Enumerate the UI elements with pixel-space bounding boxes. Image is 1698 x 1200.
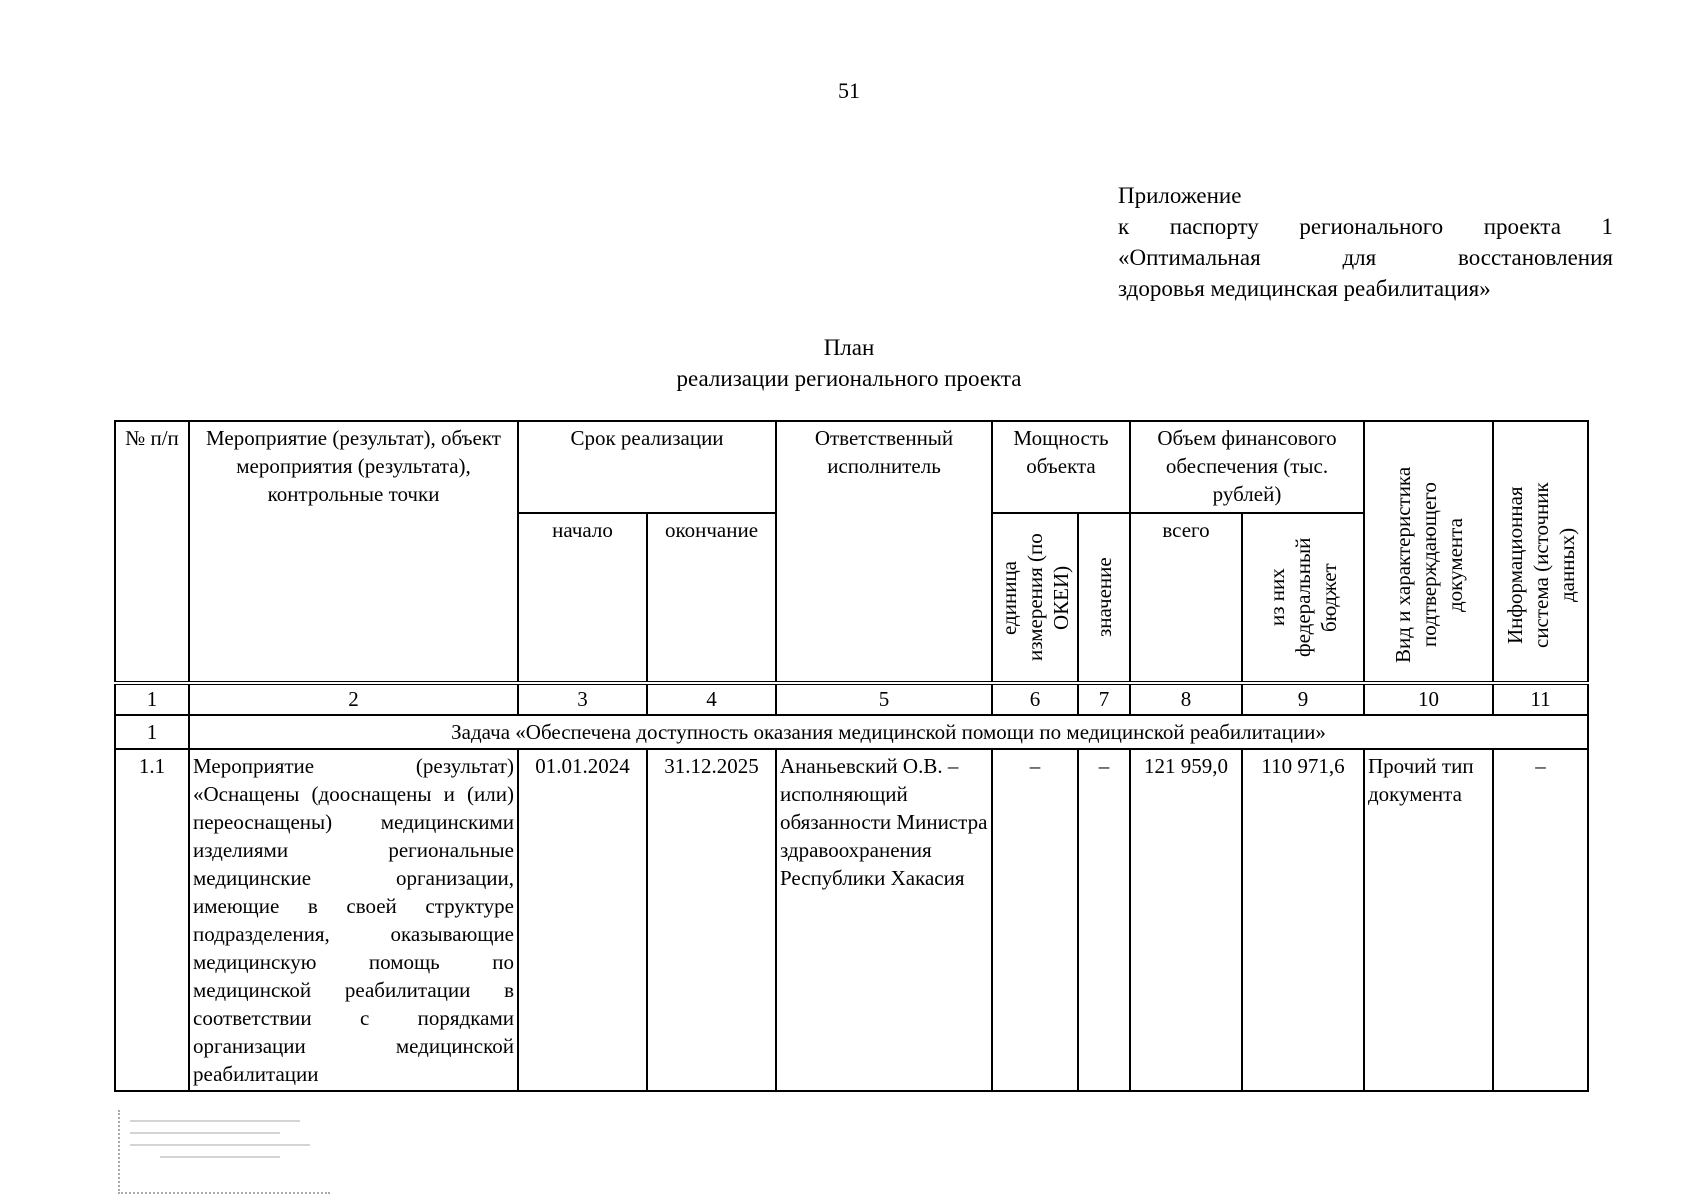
header-document-text: Вид и характеристика подтверждающего документа: [1390, 466, 1467, 664]
table-row: [115, 749, 1588, 1091]
row-info-system: –: [1493, 749, 1588, 1091]
task-text: Задача «Обеспечена доступность оказания медицинской помощи по медицинской реабилитации»: [189, 715, 1588, 749]
row-start-date: 01.01.2024: [518, 749, 647, 1091]
row-document: Прочий тип документа: [1364, 749, 1493, 1091]
header-document: [1364, 421, 1493, 683]
header-info-system: [1493, 421, 1588, 683]
task-num: 1: [115, 715, 189, 749]
header-capacity-value-text: значение: [1092, 557, 1116, 638]
header-term-end: окончание: [647, 513, 776, 683]
row-federal: 110 971,6: [1242, 749, 1364, 1091]
header-capacity: Мощность объекта: [992, 421, 1130, 513]
row-total: 121 959,0: [1130, 749, 1242, 1091]
column-number: 7: [1078, 683, 1130, 715]
header-finance-federal: [1242, 513, 1364, 683]
column-number: 4: [647, 683, 776, 715]
plan-table: [114, 420, 1589, 1092]
header-row-1: [115, 421, 1588, 513]
appendix-line-1: Приложение: [1118, 183, 1242, 208]
plan-title-line-2: реализации регионального проекта: [676, 366, 1022, 391]
page-number: 51: [838, 78, 860, 103]
column-number: 5: [776, 683, 992, 715]
header-finance-federal-text: из них федеральный бюджет: [1265, 537, 1341, 658]
appendix-line-4: здоровья медицинская реабилитация»: [1118, 276, 1491, 301]
column-number: 11: [1493, 683, 1588, 715]
appendix-line-3: «Оптимальная для восстановления: [1118, 245, 1613, 270]
column-number: 8: [1130, 683, 1242, 715]
column-number: 3: [518, 683, 647, 715]
row-num: 1.1: [115, 749, 189, 1091]
header-finance: Объем финансового обеспечения (тыс. рублей): [1130, 421, 1364, 513]
column-number-row: [115, 683, 1588, 715]
header-finance-total: всего: [1130, 513, 1242, 683]
header-num: № п/п: [115, 421, 189, 683]
plan-title-line-1: План: [823, 335, 875, 360]
column-number: 6: [992, 683, 1078, 715]
header-capacity-unit: [992, 513, 1078, 683]
task-row: [115, 715, 1588, 749]
header-capacity-value: [1078, 513, 1130, 683]
faded-stamp: [118, 1110, 330, 1194]
row-activity: Мероприятие (результат) «Оснащены (дооснащены и (или) переоснащены) медицинскими изделиями региональные медицинские организации, имеющие в своей структуре подразделения, оказывающие медицинскую помощь по медицинской реабилитации в соответствии с порядками организации медицинской реабилитации: [189, 749, 518, 1091]
header-term-start: начало: [518, 513, 647, 683]
column-number: 1: [115, 683, 189, 715]
header-info-system-text: Информационная система (источник данных): [1502, 482, 1579, 648]
column-number: 2: [189, 683, 518, 715]
column-number: 10: [1364, 683, 1493, 715]
header-responsible: Ответственный исполнитель: [776, 421, 992, 683]
row-value: –: [1078, 749, 1130, 1091]
row-responsible: Ананьевский О.В. – исполняющий обязанности Министра здравоохранения Республики Хакасия: [776, 749, 992, 1091]
appendix-block: [1118, 180, 1613, 304]
header-activity: Мероприятие (результат), объект мероприятия (результата), контрольные точки: [189, 421, 518, 683]
row-unit: –: [992, 749, 1078, 1091]
header-term: Срок реализации: [518, 421, 776, 513]
plan-title: [0, 332, 1698, 394]
appendix-line-2: к паспорту регионального проекта 1: [1118, 214, 1613, 239]
header-capacity-unit-text: единица измерения (по ОКЕИ): [997, 533, 1073, 662]
column-number: 9: [1242, 683, 1364, 715]
row-end-date: 31.12.2025: [647, 749, 776, 1091]
